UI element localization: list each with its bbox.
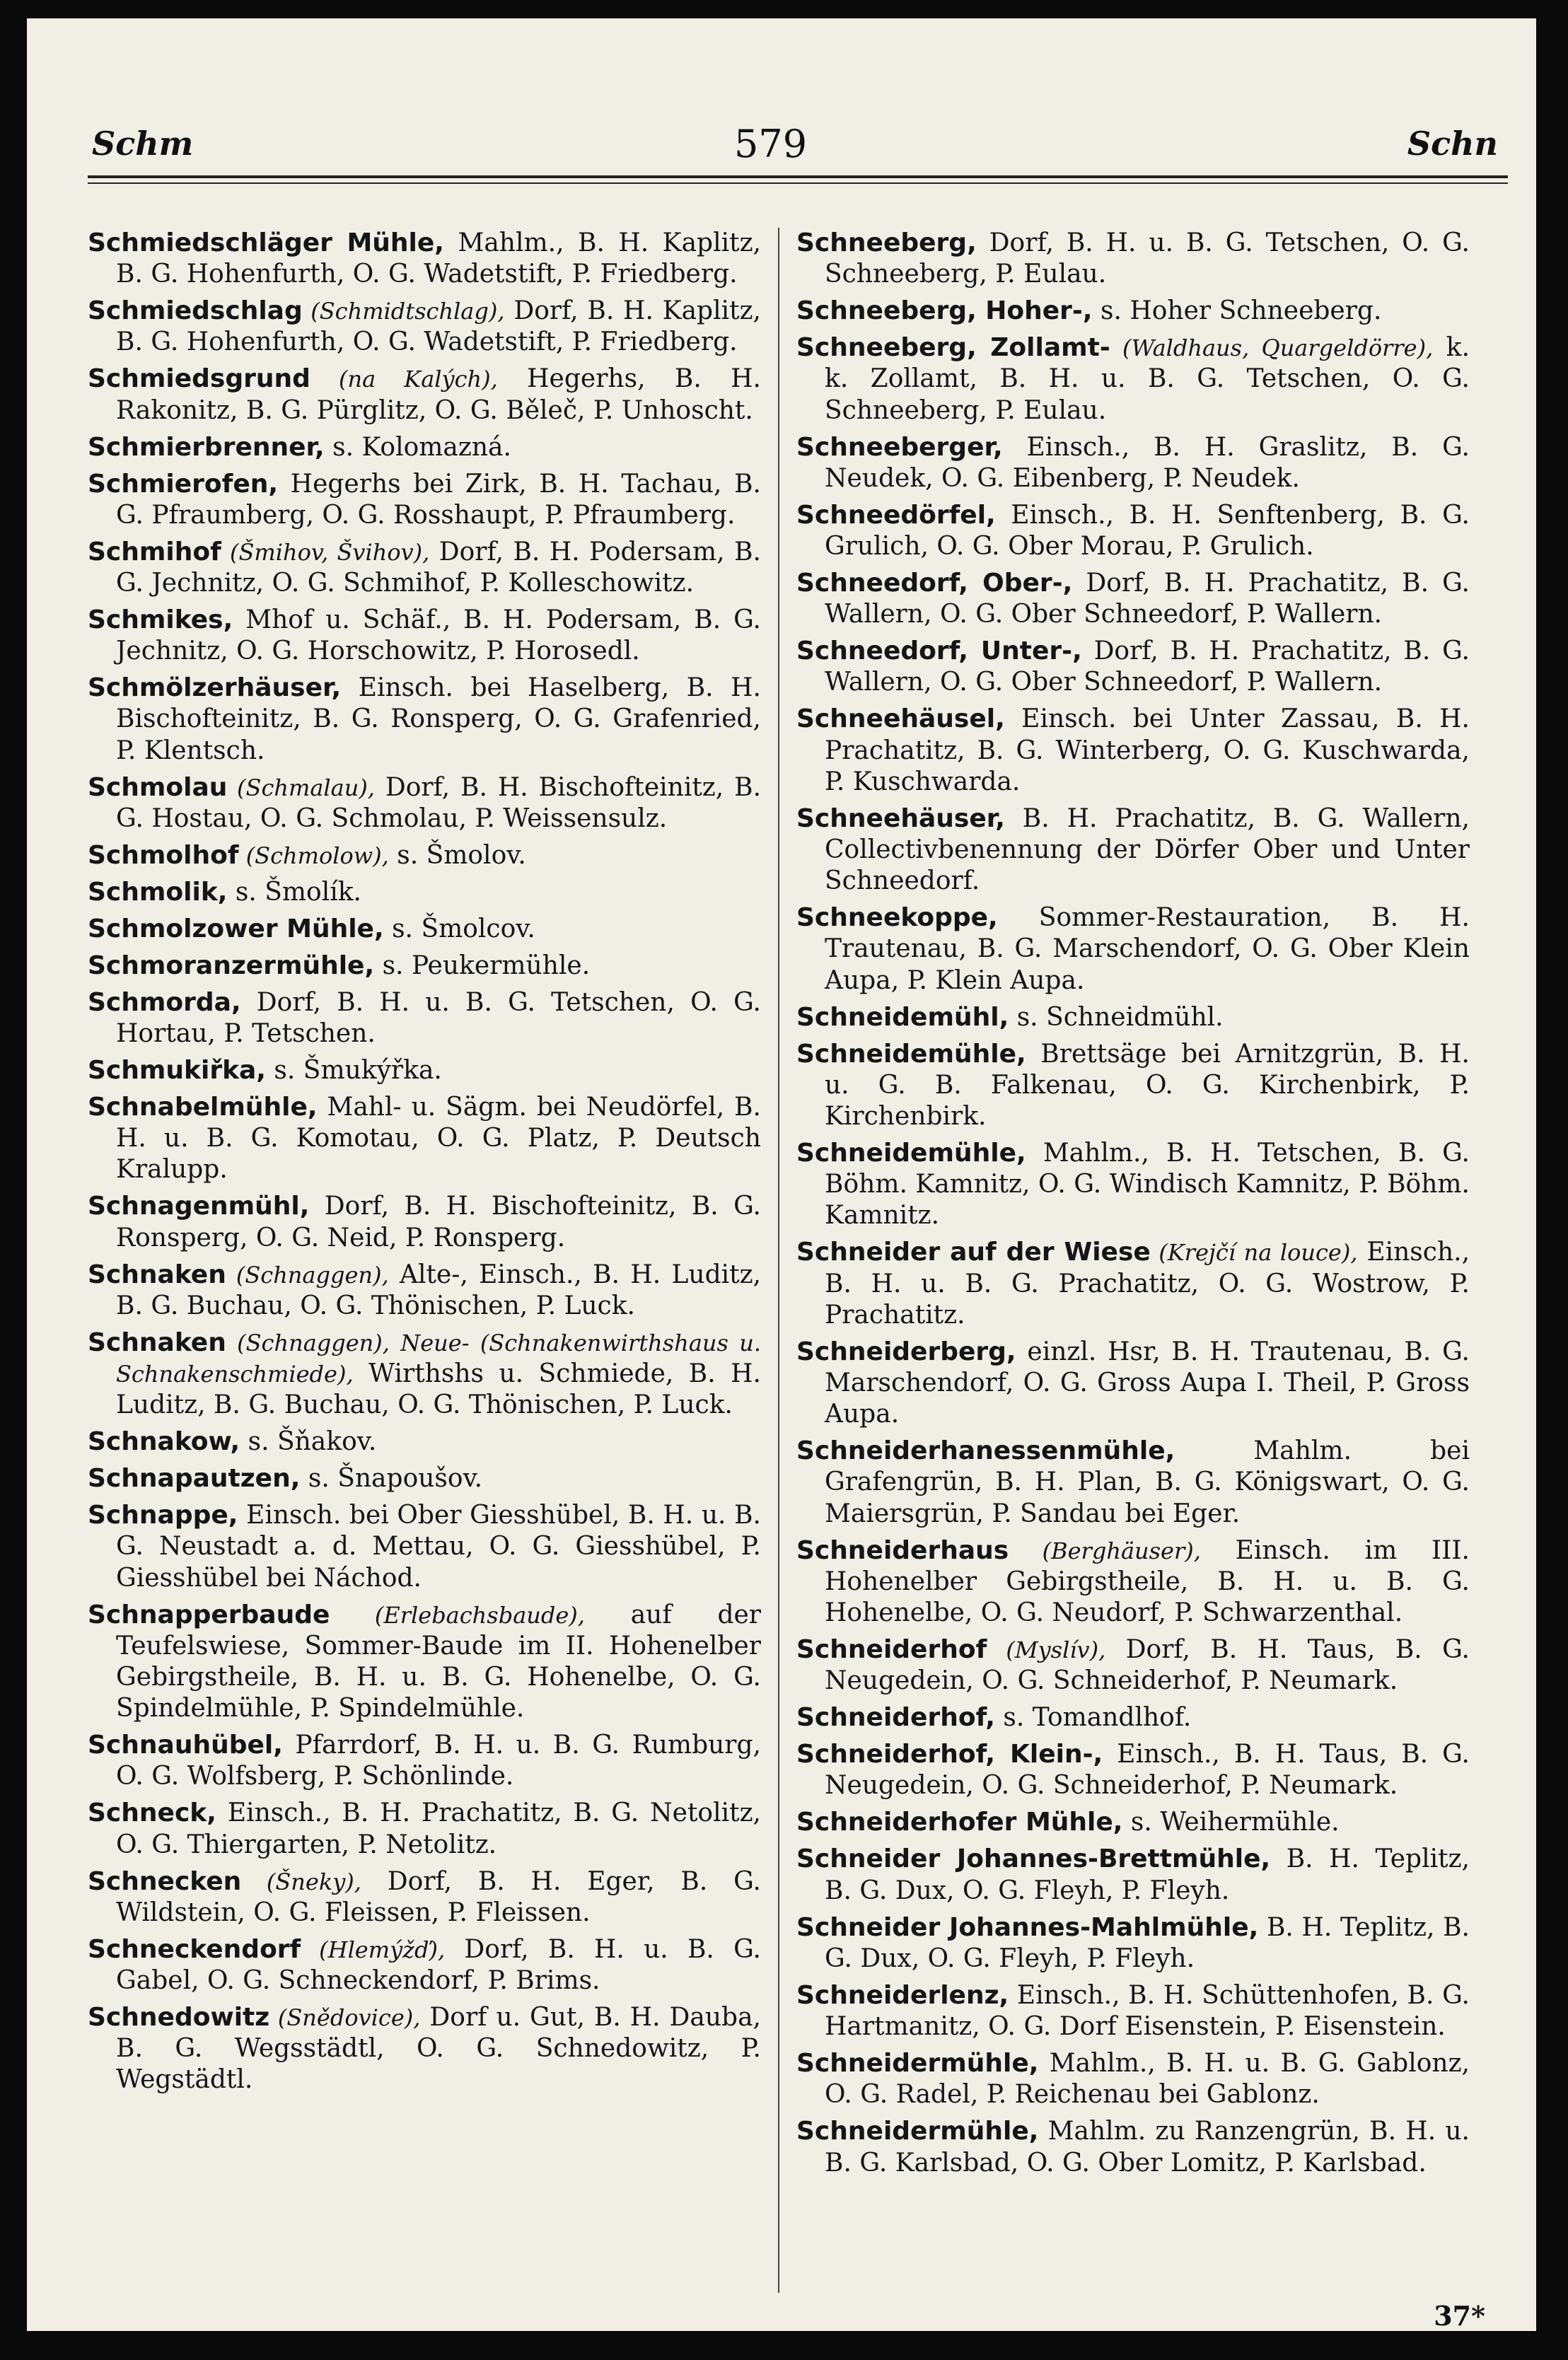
left-column — [88, 228, 761, 2286]
entry-headword: Schneehäusel, — [796, 704, 1005, 734]
gazetteer-entry — [796, 2116, 1470, 2178]
header-rule-thin — [88, 182, 1508, 184]
entry-text: Brettsäge bei Arnitzgrün, B. H. u. G. B. Falkenau, O. G. Kirchenbirk, P. Kirchenbirk. — [825, 1039, 1470, 1132]
entry-variant: (Waldhaus, Quargeldörre), — [1110, 335, 1434, 362]
gazetteer-entry — [796, 902, 1470, 996]
entry-headword: Schneckendorf — [88, 1934, 301, 1964]
gazetteer-entry — [796, 432, 1470, 494]
entry-text: Dorf, B. H. u. B. G. Tetschen, O. G. Hortau, P. Tetschen. — [116, 987, 761, 1049]
entry-text: Dorf, B. H. Prachatitz, B. G. Wallern, O. G. Ober Schneedorf, P. Wallern. — [825, 636, 1470, 697]
entry-headword: Schneehäuser, — [796, 803, 1005, 833]
entry-headword: Schneeberg, Hoher-, — [796, 296, 1093, 326]
signature-mark: 37* — [1434, 2300, 1485, 2331]
entry-headword: Schneidermühle, — [796, 2117, 1039, 2146]
entry-text: B. H. Prachatitz, B. G. Wallern, Collectivbenennung der Dörfer Ober und Unter Schneedorf. — [825, 803, 1470, 896]
entry-headword: Schneiderhofer Mühle, — [796, 1808, 1123, 1837]
gazetteer-entry — [88, 228, 761, 290]
entry-variant: (Schmalau), — [227, 774, 375, 801]
gazetteer-entry — [88, 469, 761, 531]
gazetteer-entry — [796, 500, 1470, 562]
gazetteer-entry — [88, 364, 761, 426]
gazetteer-entry — [88, 2002, 761, 2096]
entry-headword: Schneidemühle, — [796, 1139, 1026, 1168]
gazetteer-entry — [88, 914, 761, 945]
entry-headword: Schneck, — [88, 1798, 216, 1828]
entry-headword: Schnabelmühle, — [88, 1093, 318, 1122]
entry-text: Dorf, B. H. Bischofteinitz, B. G. Ronsperg, O. G. Neid, P. Ronsperg. — [116, 1192, 761, 1252]
entry-text: Einsch., B. H. Taus, B. G. Neugedein, O. G. Schneiderhof, P. Neumark. — [825, 1740, 1470, 1801]
gazetteer-entry — [796, 1912, 1470, 1975]
entry-text: Alte-, Einsch., B. H. Luditz, B. G. Buchau, O. G. Thönischen, P. Luck. — [116, 1260, 761, 1320]
entry-text: Dorf, B. H. u. B. G. Tetschen, O. G. Schneeberg, P. Eulau. — [825, 228, 1470, 289]
entry-headword: Schnedowitz — [88, 2003, 270, 2033]
entry-headword: Schmierofen, — [88, 469, 279, 499]
entry-headword: Schneedörfel, — [796, 500, 996, 530]
gazetteer-entry — [88, 1327, 761, 1422]
entry-text: s. Šmolcov. — [383, 914, 535, 943]
gazetteer-entry — [88, 1798, 761, 1860]
entry-headword: Schneiderhof, Klein-, — [796, 1740, 1103, 1769]
gazetteer-entry — [796, 1535, 1470, 1629]
entry-text: s. Šňakov. — [240, 1427, 377, 1457]
entry-text: Mahlm., B. H. Kaplitz, B. G. Hohenfurth, O. G. Wadetstift, P. Friedberg. — [116, 228, 761, 289]
entry-text: Mahlm. bei Grafengrün, B. H. Plan, B. G. Königswart, O. G. Maiersgrün, P. Sandau bei Eger. — [825, 1436, 1470, 1528]
gazetteer-entry — [796, 568, 1470, 630]
entry-text: Dorf, B. H. Kaplitz, B. G. Hohenfurth, O. G. Wadetstift, P. Friedberg. — [116, 296, 761, 357]
entry-text: Dorf, B. H. Taus, B. G. Neugedein, O. G. Schneiderhof, P. Neumark. — [825, 1635, 1470, 1696]
entry-headword: Schnapperbaude — [88, 1600, 330, 1629]
entry-text: Dorf, B. H. Bischofteinitz, B. G. Hostau, O. G. Schmolau, P. Weissensulz. — [116, 772, 761, 833]
right-column — [796, 228, 1470, 2286]
entry-text: Hegerhs, B. H. Rakonitz, B. G. Pürglitz, O. G. Běleč, P. Unhoscht. — [116, 364, 761, 425]
entry-text: Mahlm. zu Ranzengrün, B. H. u. B. G. Karlsbad, O. G. Ober Lomitz, P. Karlsbad. — [825, 2117, 1470, 2178]
entry-headword: Schmölzerhäuser, — [88, 673, 342, 703]
entry-text: Hegerhs bei Zirk, B. H. Tachau, B. G. Pfraumberg, O. G. Rosshaupt, P. Pfraumberg. — [116, 469, 761, 530]
gazetteer-entry — [796, 1980, 1470, 2042]
gazetteer-entry — [796, 1002, 1470, 1033]
entry-headword: Schneider Johannes-Mahlmühle, — [796, 1912, 1259, 1942]
entry-text: B. H. Teplitz, B. G. Dux, O. G. Fleyh, P. Fleyh. — [825, 1912, 1470, 1973]
entry-headword: Schmolau — [88, 772, 228, 802]
entry-variant: (Snědovice), — [269, 2004, 421, 2032]
running-head-left: Schm — [92, 124, 194, 163]
entry-variant: (na Kalých), — [310, 366, 498, 393]
gazetteer-entry — [796, 2048, 1470, 2110]
entry-headword: Schneidemühl, — [796, 1002, 1009, 1032]
entry-headword: Schnakow, — [88, 1427, 240, 1457]
entry-headword: Schneiderlenz, — [796, 1980, 1009, 2010]
entry-text: Einsch. bei Haselberg, B. H. Bischofteinitz, B. G. Ronsperg, O. G. Grafenried, P. Klentsch. — [116, 673, 761, 765]
gazetteer-entry — [796, 228, 1470, 290]
gazetteer-entry — [88, 1934, 761, 1996]
gazetteer-entry — [88, 1463, 761, 1494]
entry-variant: (Myslív), — [987, 1637, 1106, 1664]
entry-text: s. Peukermühle. — [374, 951, 591, 980]
entry-text: s. Weihermühle. — [1122, 1808, 1340, 1837]
entry-text: Dorf, B. H. Eger, B. G. Wildstein, O. G. Fleissen, P. Fleissen. — [116, 1866, 761, 1927]
entry-variant: (Krejčí na louce), — [1150, 1239, 1358, 1267]
entry-text: Einsch., B. H. u. B. G. Prachatitz, O. G. Wostrow, P. Prachatitz. — [825, 1238, 1470, 1330]
entry-variant: (Schmolow), — [238, 842, 389, 869]
entry-headword: Schneider Johannes-Brettmühle, — [796, 1844, 1271, 1874]
gazetteer-entry — [796, 1436, 1470, 1530]
entry-text: Mhof u. Schäf., B. H. Podersam, B. G. Jechnitz, O. G. Horschowitz, P. Horosedl. — [116, 605, 761, 666]
gazetteer-entry — [88, 877, 761, 908]
entry-text: Einsch. bei Ober Giesshübel, B. H. u. B. G. Neustadt a. d. Mettau, O. G. Giesshübel, P. Giesshübel bei Náchod. — [116, 1501, 761, 1593]
entry-headword: Schnecken — [88, 1866, 242, 1896]
entry-headword: Schneiderhof, — [796, 1703, 995, 1733]
entry-headword: Schmiedschläger Mühle, — [88, 228, 444, 257]
entry-variant: (Šneky), — [241, 1868, 361, 1895]
entry-text: Dorf, B. H. Podersam, B. G. Jechnitz, O. G. Schmihof, P. Kolleschowitz. — [116, 537, 761, 598]
entry-text: s. Šnapoušov. — [300, 1464, 483, 1494]
entry-text: auf der Teufelswiese, Sommer-Baude im II. Hohenelber Gebirgstheile, B. H. u. B. G. Hohenelbe, O. G. Spindelmühle, P. Spindelmühle. — [116, 1600, 761, 1724]
gazetteer-entry — [796, 1807, 1470, 1838]
gazetteer-entry — [796, 1237, 1470, 1331]
entry-headword: Schneeberg, Zollamt- — [796, 333, 1110, 363]
gazetteer-entry — [88, 840, 761, 871]
entry-text: Mahlm., B. H. Tetschen, B. G. Böhm. Kamnitz, O. G. Windisch Kamnitz, P. Böhm. Kamnitz. — [825, 1139, 1470, 1231]
gazetteer-entry — [796, 332, 1470, 426]
entry-variant: (Hlemýžď), — [301, 1936, 446, 1963]
entry-headword: Schneiderhaus — [796, 1535, 1009, 1565]
entry-headword: Schmiedschlag — [88, 296, 303, 326]
gazetteer-entry — [796, 1138, 1470, 1232]
entry-headword: Schnagenmühl, — [88, 1192, 310, 1221]
entry-text: Pfarrdorf, B. H. u. B. G. Rumburg, O. G. Wolfsberg, P. Schönlinde. — [116, 1731, 761, 1791]
entry-headword: Schneiderhanessenmühle, — [796, 1436, 1175, 1466]
entry-headword: Schmorda, — [88, 987, 241, 1017]
entry-text: s. Kolomazná. — [324, 432, 511, 462]
gazetteer-entry — [88, 951, 761, 982]
gazetteer-entry — [88, 1055, 761, 1086]
entry-headword: Schmihof — [88, 537, 221, 566]
entry-headword: Schmolzower Mühle, — [88, 914, 384, 943]
entry-text: Einsch., B. H. Senftenberg, B. G. Grulich, O. G. Ober Morau, P. Grulich. — [825, 500, 1470, 562]
entry-headword: Schmiedsgrund — [88, 364, 310, 394]
gazetteer-entry — [796, 1702, 1470, 1733]
entry-headword: Schneidemühle, — [796, 1039, 1026, 1069]
entry-text: Einsch., B. H. Prachatitz, B. G. Netolitz, O. G. Thiergarten, P. Netolitz. — [116, 1798, 761, 1859]
gazetteer-entry — [88, 1191, 761, 1253]
entry-text: Sommer-Restauration, B. H. Trautenau, B. G. Marschendorf, O. G. Ober Klein Aupa, P. Klein Aupa. — [825, 903, 1470, 995]
gazetteer-entry — [88, 1092, 761, 1186]
gazetteer-entry — [88, 605, 761, 667]
entry-text: s. Šmolík. — [227, 877, 361, 907]
header-rule — [88, 175, 1508, 178]
page-number: 579 — [734, 122, 808, 166]
entry-headword: Schneeberger, — [796, 432, 1003, 462]
entry-headword: Schneider auf der Wiese — [796, 1238, 1151, 1267]
entry-text: s. Šmolov. — [388, 840, 526, 870]
entry-variant: (Schnaggen), — [226, 1261, 389, 1289]
gazetteer-entry — [796, 1844, 1470, 1906]
entry-variant: (Schnaggen), Neue- (Schnakenwirthshaus u. Schnakenschmiede), — [116, 1329, 761, 1388]
running-head-right: Schn — [1407, 124, 1498, 163]
entry-headword: Schmikes, — [88, 605, 233, 635]
gazetteer-entry — [796, 1739, 1470, 1801]
entry-text: Dorf, B. H. Prachatitz, B. G. Wallern, O. G. Ober Schneedorf, P. Wallern. — [825, 569, 1470, 629]
entry-text: Einsch., B. H. Schüttenhofen, B. G. Hartmanitz, O. G. Dorf Eisenstein, P. Eisenstein. — [825, 1980, 1470, 2042]
gazetteer-entry — [88, 1426, 761, 1458]
entry-text: s. Schneidmühl. — [1009, 1002, 1224, 1032]
entry-text: Mahlm., B. H. u. B. G. Gablonz, O. G. Radel, P. Reichenau bei Gablonz. — [825, 2049, 1470, 2110]
entry-text: k. k. Zollamt, B. H. u. B. G. Tetschen, O. G. Schneeberg, P. Eulau. — [825, 333, 1470, 425]
gazetteer-entry — [796, 803, 1470, 897]
entry-headword: Schmoranzermühle, — [88, 951, 375, 980]
column-divider — [778, 228, 779, 2293]
entry-variant: (Erlebachsbaude), — [330, 1601, 585, 1629]
entry-text: s. Hoher Schneeberg. — [1092, 296, 1382, 326]
entry-headword: Schneiderhof — [796, 1635, 987, 1665]
entry-variant: (Šmihov, Švihov), — [221, 538, 430, 566]
entry-headword: Schmierbrenner, — [88, 432, 325, 462]
entry-headword: Schneedorf, Unter-, — [796, 636, 1082, 666]
gazetteer-entry — [88, 1600, 761, 1725]
gazetteer-entry — [88, 987, 761, 1050]
gazetteer-entry — [88, 1730, 761, 1792]
entry-headword: Schneedorf, Ober-, — [796, 569, 1073, 598]
gazetteer-entry — [88, 1500, 761, 1594]
entry-text: s. Tomandlhof. — [994, 1703, 1192, 1733]
entry-headword: Schmolhof — [88, 840, 239, 870]
entry-headword: Schneiderberg, — [796, 1337, 1016, 1366]
gazetteer-entry — [796, 296, 1470, 327]
gazetteer-entry — [88, 432, 761, 463]
gazetteer-entry — [88, 673, 761, 767]
entry-headword: Schmukiřka, — [88, 1056, 266, 1086]
gazetteer-entry — [88, 772, 761, 835]
entry-text: Einsch. bei Unter Zassau, B. H. Prachatitz, B. G. Winterberg, O. G. Kuschwarda, P. Kuschwarda. — [825, 704, 1470, 796]
entry-headword: Schnaken — [88, 1260, 226, 1289]
entry-text: B. H. Teplitz, B. G. Dux, O. G. Fleyh, P. Fleyh. — [825, 1844, 1470, 1905]
entry-text: Mahl- u. Sägm. bei Neudörfel, B. H. u. B. G. Komotau, O. G. Platz, P. Deutsch Kralupp. — [116, 1093, 761, 1185]
entry-text: Dorf u. Gut, B. H. Dauba, B. G. Wegsstädtl, O. G. Schnedowitz, P. Wegstädtl. — [116, 2003, 761, 2095]
gazetteer-entry — [88, 1866, 761, 1929]
entry-headword: Schneidermühle, — [796, 2049, 1039, 2079]
entry-headword: Schnapautzen, — [88, 1464, 301, 1494]
gazetteer-entry — [88, 1260, 761, 1322]
book-page — [27, 18, 1536, 2331]
entry-text: s. Šmukýřka. — [265, 1056, 442, 1086]
entry-headword: Schnaken — [88, 1327, 226, 1357]
entry-headword: Schneekoppe, — [796, 903, 998, 933]
entry-text: Wirthshs u. Schmiede, B. H. Luditz, B. G. Buchau, O. G. Thönischen, P. Luck. — [116, 1359, 761, 1420]
entry-headword: Schmolik, — [88, 877, 228, 907]
gazetteer-entry — [796, 1337, 1470, 1431]
gazetteer-entry — [88, 537, 761, 599]
gazetteer-entry — [796, 636, 1470, 698]
entry-text: Einsch. im III. Hohenelber Gebirgstheile, B. H. u. B. G. Hohenelbe, O. G. Neudorf, P. Schwarzenthal. — [825, 1535, 1470, 1628]
entry-headword: Schnauhübel, — [88, 1731, 283, 1760]
entry-variant: (Schmidtschlag), — [302, 298, 505, 325]
entry-text: Einsch., B. H. Graslitz, B. G. Neudek, O. G. Eibenberg, P. Neudek. — [825, 432, 1470, 493]
entry-headword: Schnappe, — [88, 1501, 238, 1530]
gazetteer-entry — [796, 1039, 1470, 1133]
entry-variant: (Berghäuser), — [1009, 1537, 1201, 1564]
entry-text: Dorf, B. H. u. B. G. Gabel, O. G. Schneckendorf, P. Brims. — [116, 1934, 761, 1996]
entry-headword: Schneeberg, — [796, 228, 977, 257]
gazetteer-entry — [796, 704, 1470, 798]
gazetteer-entry — [88, 296, 761, 358]
gazetteer-entry — [796, 1634, 1470, 1697]
entry-text: einzl. Hsr, B. H. Trautenau, B. G. Marschendorf, O. G. Gross Aupa I. Theil, P. Gross Aupa. — [825, 1337, 1470, 1429]
